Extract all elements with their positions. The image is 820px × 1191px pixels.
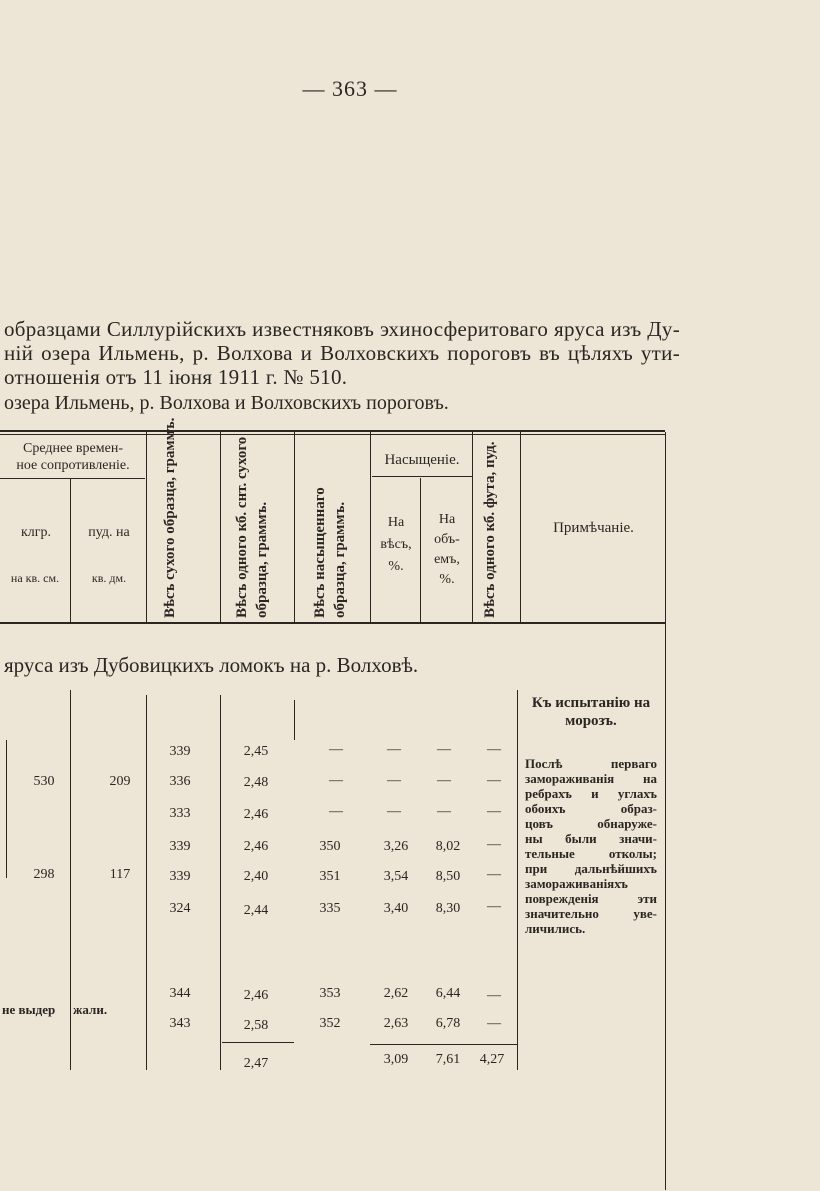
group1-kgr: 530 [33, 774, 55, 789]
group3-pud: жали. [73, 1002, 108, 1017]
header-pud-unit: кв. дм. [91, 571, 127, 585]
cell-foot: — [487, 742, 501, 757]
cell-by-weight: 3,54 [383, 869, 409, 884]
cell-by-volume: 8,02 [435, 839, 461, 854]
intro-line-2: ній озера Ильмень, р. Волхова и Волховскихъ пороговъ въ цѣляхъ ути- [4, 341, 680, 365]
cell-cubic: 2,44 [243, 903, 269, 918]
cell-by-volume: 6,78 [435, 1016, 461, 1031]
cell-by-weight: — [387, 742, 401, 757]
cell-dry: 339 [169, 744, 191, 759]
cell-foot: — [487, 867, 501, 882]
cell-dry: 339 [169, 869, 191, 884]
cell-by-volume: 8,30 [435, 901, 461, 916]
header-kgr: клгр. [20, 525, 52, 540]
cell-dry: 344 [169, 986, 191, 1001]
cell-by-weight: 2,62 [383, 986, 409, 1001]
cell-cubic: 2,46 [243, 839, 269, 854]
cell-sat: 335 [319, 901, 341, 916]
section-title: яруса изъ Дубовицкихъ ломокъ на р. Волховѣ. [4, 653, 419, 677]
cell-by-weight: — [387, 804, 401, 819]
group1-pud: 209 [109, 774, 131, 789]
cell-dry: 343 [169, 1016, 191, 1031]
cell-by-weight: 3,26 [383, 839, 409, 854]
cell-sat: 353 [319, 986, 341, 1001]
note-line: тельные отколы; [525, 846, 657, 861]
cell-sat: 350 [319, 839, 341, 854]
page-number: — 363 — [302, 76, 398, 101]
table-subtitle: озера Ильмень, р. Волхова и Волховскихъ пороговъ. [4, 392, 449, 414]
intro-line-3: отношенія отъ 11 іюня 1911 г. № 510. [4, 365, 348, 389]
cell-by-weight: 3,40 [383, 901, 409, 916]
cell-sat: — [329, 804, 343, 819]
cell-sat: — [329, 742, 343, 757]
cell-cubic: 2,45 [243, 744, 269, 759]
intro-line-1: образцами Силлурійскихъ известняковъ эхиносферитоваго яруса изъ Ду- [4, 317, 680, 341]
cell-cubic: 2,40 [243, 869, 269, 884]
note-line: поврежденія эти [525, 891, 657, 906]
cell-foot: — [487, 899, 501, 914]
cell-dry: 339 [169, 839, 191, 854]
cell-cubic: 2,46 [243, 988, 269, 1003]
note-line: личились. [525, 921, 586, 936]
note-line: ребрахъ и углахъ [525, 786, 657, 801]
note-line: при дальнѣйшихъ [525, 861, 657, 876]
note-line: ны были значи- [525, 831, 657, 846]
cell-foot: — [487, 988, 501, 1003]
header-by-volume: На объ- емъ, %. [434, 512, 460, 587]
note-line: обоихъ образ- [525, 801, 657, 816]
header-saturation: Насыщеніе. [384, 452, 460, 468]
cell-sat: 352 [319, 1016, 341, 1031]
cell-by-volume: — [437, 742, 451, 757]
note-line: замораживаніяхъ [525, 876, 628, 891]
cell-dry: 333 [169, 806, 191, 821]
total-by-volume: 7,61 [435, 1052, 461, 1067]
note-text [525, 694, 657, 936]
cell-foot: — [487, 837, 501, 852]
header-kgr-unit: на кв. см. [10, 571, 60, 585]
cell-by-volume: 6,44 [435, 986, 461, 1001]
header-foot-weight: Вѣсъ одного кб. фута, пуд. [482, 441, 498, 618]
header-saturated-weight: Вѣсъ насыщеннаго образца, граммъ. [312, 487, 348, 618]
header-by-weight: На вѣсъ, %. [380, 515, 412, 574]
cell-by-volume: 8,50 [435, 869, 461, 884]
total-by-weight: 3,09 [383, 1052, 409, 1067]
cell-foot: — [487, 773, 501, 788]
cell-by-weight: — [387, 773, 401, 788]
cell-foot: — [487, 804, 501, 819]
cell-dry: 324 [169, 901, 191, 916]
note-line: замораживанія на [525, 771, 657, 786]
cell-foot: — [487, 1016, 501, 1031]
header-note: Примѣчаніе. [553, 520, 634, 536]
group3-kgr: не выдер [2, 1002, 56, 1017]
group2-pud: 117 [109, 867, 131, 882]
header-cubic-weight: Вѣсъ одного кб. снт. сухого образца, граммъ. [234, 436, 270, 618]
header-pud: пуд. на [88, 525, 130, 540]
cell-by-volume: — [437, 773, 451, 788]
note-line: цовъ обнаруже- [525, 816, 657, 831]
cell-sat: — [329, 773, 343, 788]
cell-cubic: 2,58 [243, 1018, 269, 1033]
group2-kgr: 298 [33, 867, 55, 882]
note-heading: Къ испытанію на морозъ. [531, 695, 651, 729]
total-cubic: 2,47 [243, 1056, 269, 1071]
header-resistance: Среднее времен- ное сопротивленіе. [16, 441, 130, 473]
cell-sat: 351 [319, 869, 341, 884]
cell-dry: 336 [169, 774, 191, 789]
cell-by-volume: — [437, 804, 451, 819]
header-dry-weight: Вѣсъ сухого образца, граммъ. [162, 417, 178, 618]
total-foot: 4,27 [479, 1052, 505, 1067]
cell-cubic: 2,48 [243, 775, 269, 790]
cell-by-weight: 2,63 [383, 1016, 409, 1031]
note-line: Послѣ перваго [525, 756, 657, 771]
note-line: значительно уве- [525, 906, 657, 921]
cell-cubic: 2,46 [243, 807, 269, 822]
